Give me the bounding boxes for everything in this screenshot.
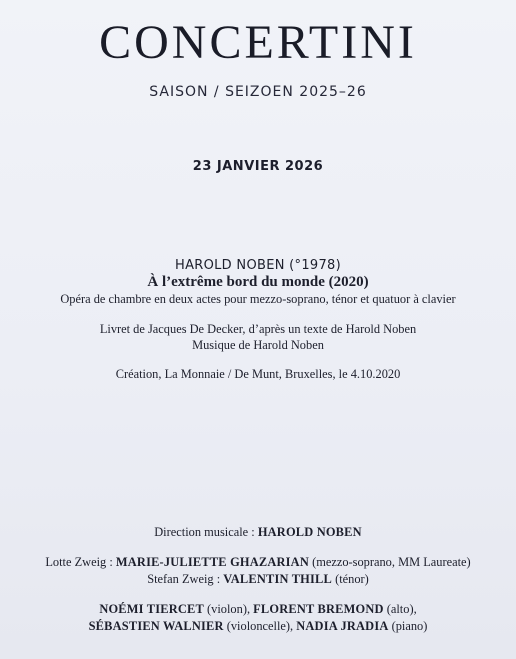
music-credit: Musique de Harold Noben [192, 338, 324, 352]
music-direction-line [0, 525, 516, 540]
voice-note: (mezzo-soprano, MM Laureate) [308, 555, 471, 569]
direction-label: Direction musicale : [154, 525, 258, 539]
work-title: À l’extrême bord du monde (2020) [147, 274, 369, 290]
work-subtitle: Opéra de chambre en deux actes pour mezzo-soprano, ténor et quatuor à clavier [60, 292, 456, 306]
director-name: HAROLD NOBEN [257, 525, 362, 539]
voice-note: (ténor) [331, 572, 369, 586]
cast-line-stefan [0, 572, 516, 587]
player-name: SÉBASTIEN WALNIER [88, 619, 224, 633]
instrument: (violon), [203, 602, 254, 616]
instrument: (violoncelle), [223, 619, 297, 633]
season-label: SAISON / SEIZOEN 2025–26 [149, 84, 367, 100]
role-label: Lotte Zweig : [45, 555, 116, 569]
players-line-2 [0, 619, 516, 634]
cast-line-lotte [0, 555, 516, 570]
player-name: NADIA JRADIA [296, 619, 389, 633]
player-name: NOÉMI TIERCET [99, 602, 204, 616]
composer-name: HAROLD NOBEN (°1978) [175, 258, 341, 273]
instrument: (alto), [383, 602, 417, 616]
creation-credit: Création, La Monnaie / De Munt, Bruxelles, le 4.10.2020 [115, 367, 401, 381]
concert-date: 23 JANVIER 2026 [192, 159, 324, 174]
instrument: (piano) [388, 619, 428, 633]
singer-name: VALENTIN THILL [223, 572, 332, 586]
players-line-1 [0, 602, 516, 617]
player-name: FLORENT BREMOND [253, 602, 384, 616]
libretto-credit: Livret de Jacques De Decker, d’après un texte de Harold Noben [99, 322, 417, 336]
series-title: CONCERTINI [99, 16, 417, 69]
singer-name: MARIE-JULIETTE GHAZARIAN [115, 555, 309, 569]
role-label: Stefan Zweig : [147, 572, 224, 586]
